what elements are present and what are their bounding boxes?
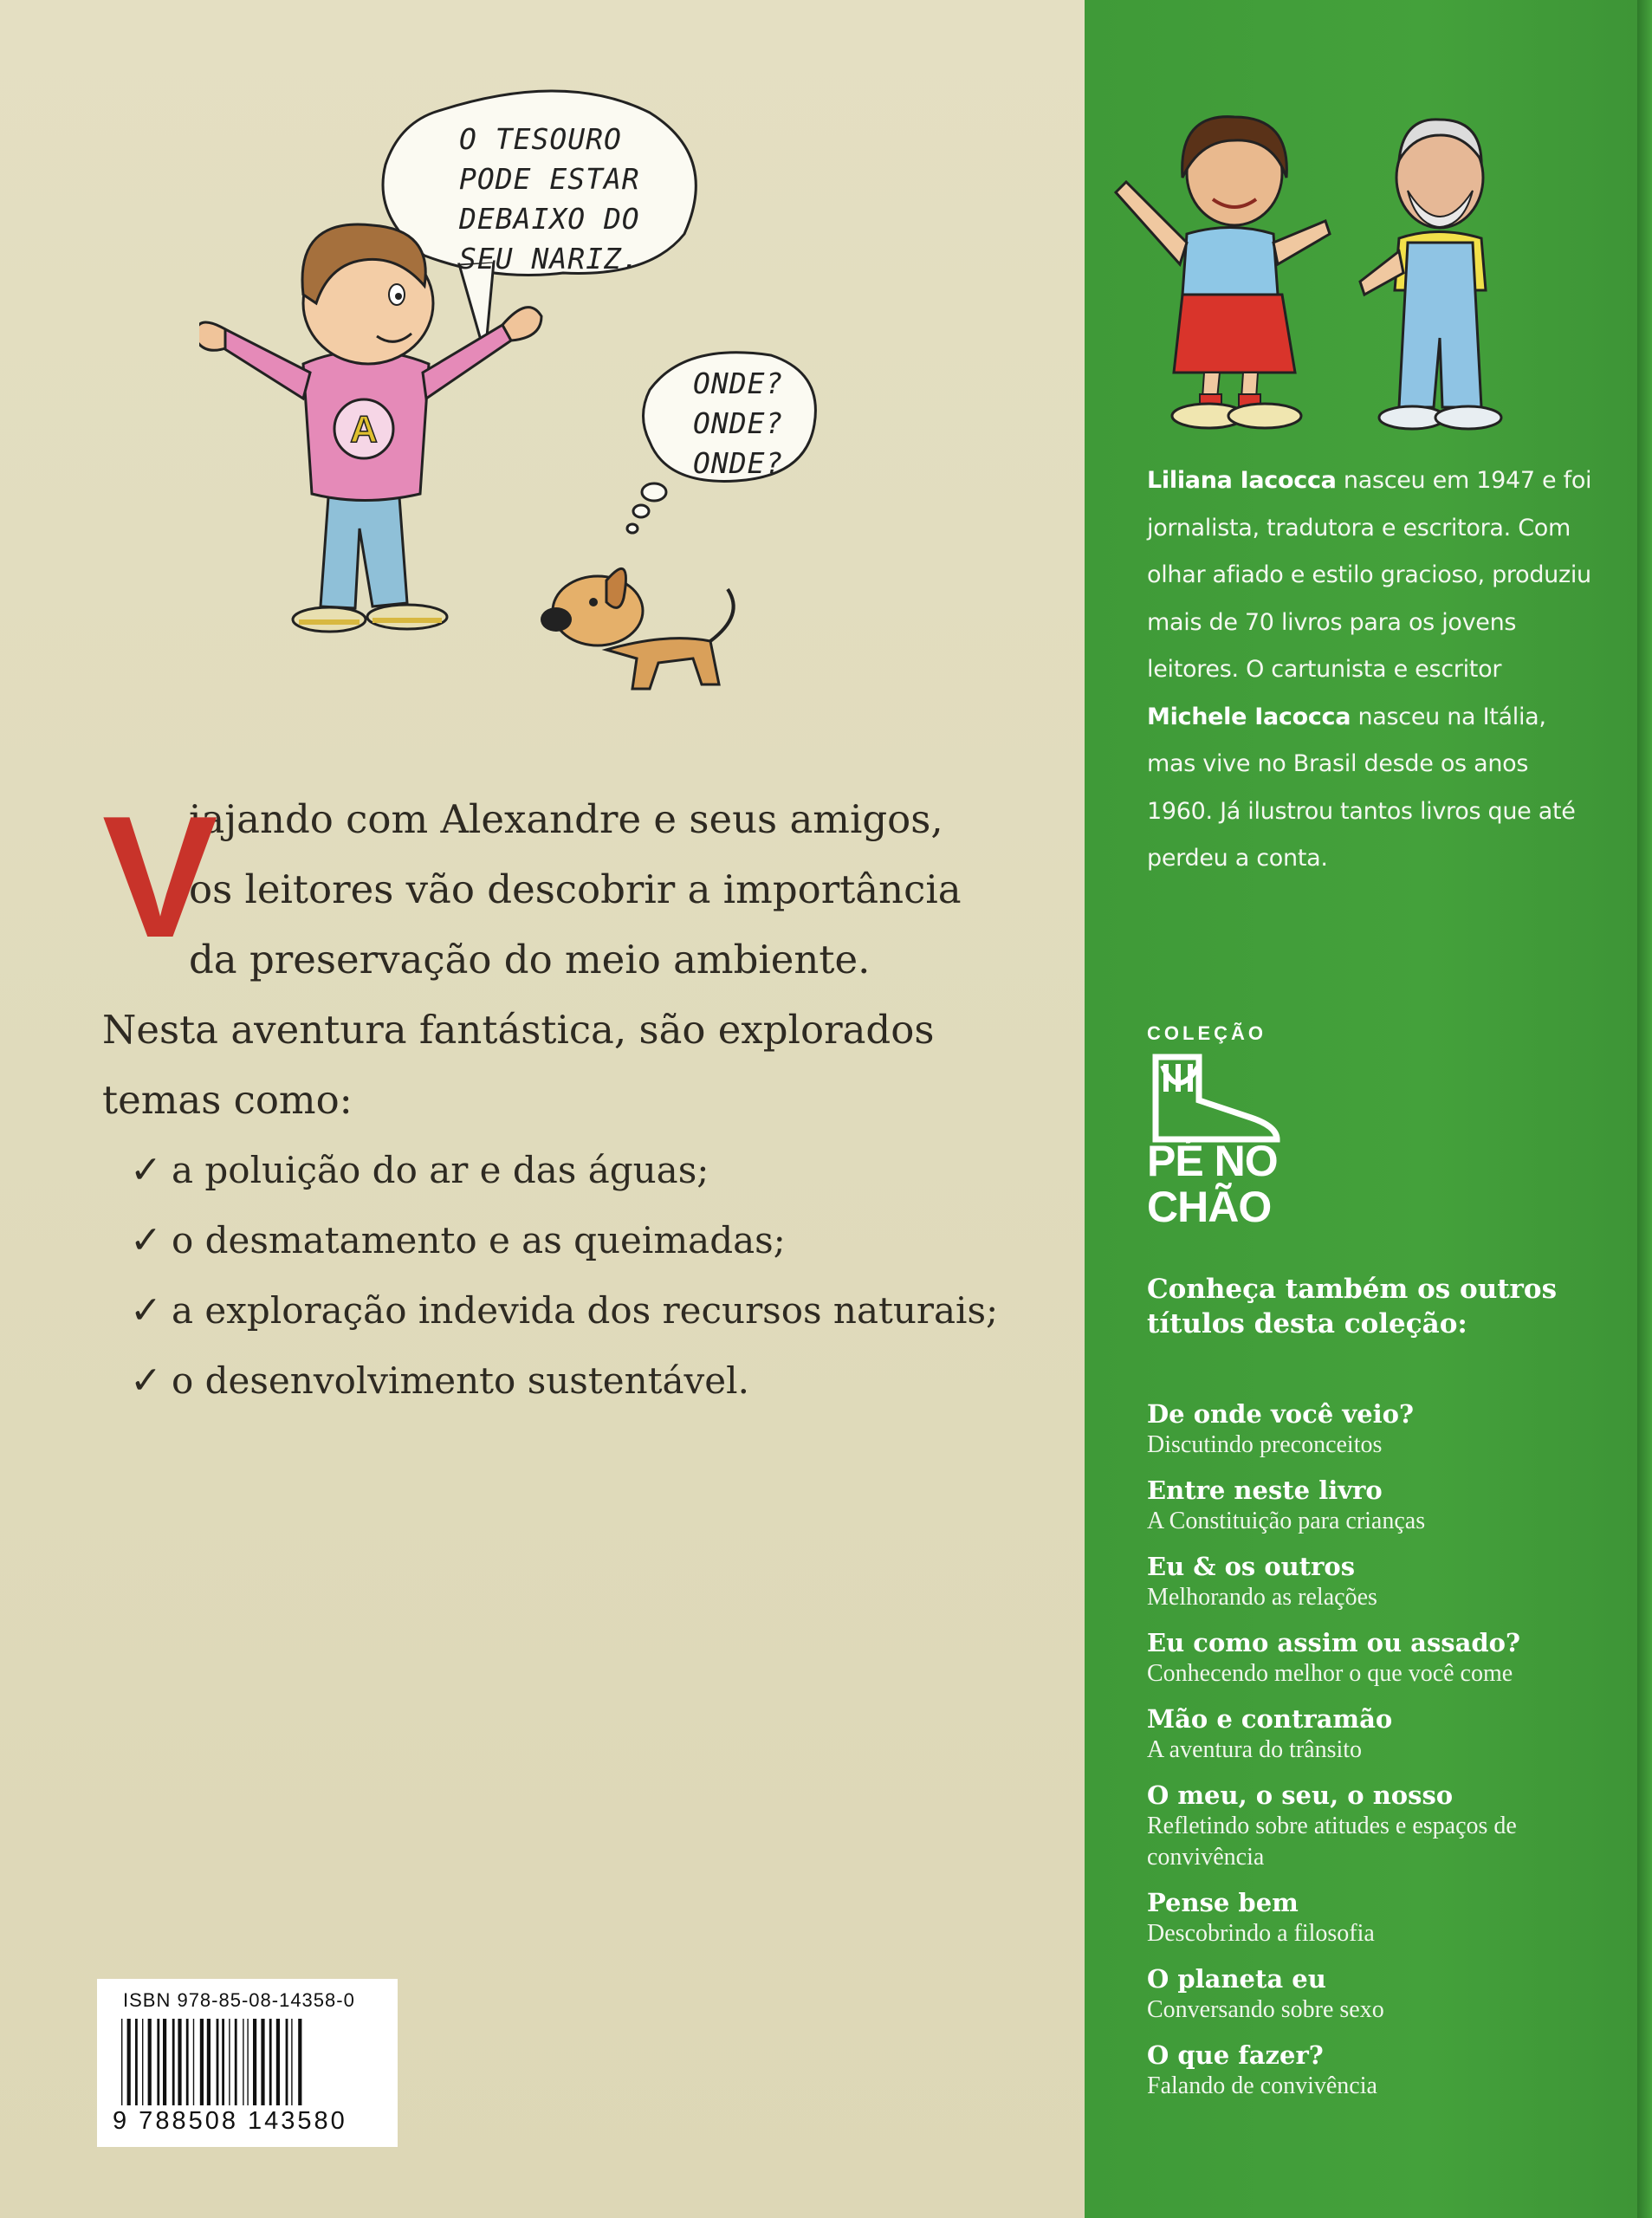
authors-caricature bbox=[1100, 78, 1533, 442]
book-title: De onde você veio? bbox=[1147, 1399, 1414, 1429]
spine-edge bbox=[1637, 0, 1652, 2218]
logo-line2: CHÃO bbox=[1147, 1183, 1272, 1231]
book-subtitle: Refletindo sobre atitudes e espaços de convivência bbox=[1147, 1813, 1517, 1871]
author-name: Michele Iacocca bbox=[1147, 703, 1351, 730]
collection-logo bbox=[1147, 1022, 1303, 1248]
topic-text: o desenvolvimento sustentável. bbox=[172, 1359, 749, 1402]
titles-list bbox=[1147, 1398, 1632, 2116]
check-icon: ✓ bbox=[130, 1148, 162, 1192]
book-subtitle: Falando de convivência bbox=[1147, 2072, 1377, 2099]
shirt-letter: A bbox=[350, 408, 378, 451]
list-item bbox=[130, 1205, 998, 1275]
book-title: Eu & os outros bbox=[1147, 1552, 1356, 1581]
check-icon: ✓ bbox=[130, 1359, 162, 1403]
topic-text: a poluição do ar e das águas; bbox=[172, 1149, 709, 1191]
authors-bio bbox=[1147, 457, 1597, 883]
list-item bbox=[1147, 1627, 1632, 1689]
topic-text: o desmatamento e as queimadas; bbox=[172, 1219, 786, 1261]
intro-paragraph bbox=[102, 781, 962, 1135]
book-title: O meu, o seu, o nosso bbox=[1147, 1780, 1454, 1810]
topic-text: a exploração indevida dos recursos naturais; bbox=[172, 1289, 999, 1332]
check-icon: ✓ bbox=[130, 1218, 162, 1262]
book-title: Entre neste livro bbox=[1147, 1475, 1383, 1505]
book-subtitle: Melhorando as relações bbox=[1147, 1584, 1377, 1611]
boy-speech-text: O TESOURO PODE ESTAR DEBAIXO DO SEU NARIZ. bbox=[459, 122, 640, 276]
book-title: Pense bem bbox=[1147, 1888, 1299, 1917]
book-title: Eu como assim ou assado? bbox=[1147, 1628, 1521, 1657]
book-subtitle: A aventura do trânsito bbox=[1147, 1736, 1363, 1763]
list-item bbox=[1147, 1398, 1632, 1461]
book-title: O planeta eu bbox=[1147, 1964, 1326, 1994]
book-subtitle: Conhecendo melhor o que você come bbox=[1147, 1660, 1513, 1687]
logo-line1: PÉ NO bbox=[1147, 1137, 1278, 1185]
barcode-digits: 9 788508 143580 bbox=[113, 2107, 347, 2135]
barcode-icon bbox=[121, 2019, 373, 2105]
intro-line: iajando com Alexandre e seus amigos, bbox=[189, 796, 943, 842]
woman-figure bbox=[1116, 117, 1330, 428]
book-title: O que fazer? bbox=[1147, 2040, 1324, 2070]
bio-text: nasceu em 1947 e foi jornalista, tradutora e escritora. Com olhar afiado e estilo gracioso, produziu mais de 70 livros para os jovens leitores. O cartunista e escritor bbox=[1147, 467, 1592, 683]
boot-icon bbox=[1147, 1048, 1286, 1144]
list-item bbox=[1147, 1963, 1632, 2026]
topics-list bbox=[130, 1135, 998, 1416]
intro-line: os leitores vão descobrir a importância bbox=[189, 866, 962, 912]
book-subtitle: Conversando sobre sexo bbox=[1147, 1996, 1384, 2023]
intro-line: temas como: bbox=[102, 1077, 353, 1123]
also-heading: Conheça também os outros títulos desta coleção: bbox=[1147, 1274, 1558, 1339]
bio-text: nasceu na Itália, mas vive no Brasil desde os anos 1960. Já ilustrou tantos livros que até perdeu a conta. bbox=[1147, 703, 1576, 872]
dog-thought-text: ONDE? ONDE? ONDE? bbox=[693, 366, 784, 480]
isbn-barcode bbox=[97, 1979, 398, 2147]
list-item bbox=[1147, 2040, 1632, 2102]
dog-figure bbox=[541, 568, 734, 689]
logo-label: COLEÇÃO bbox=[1147, 1022, 1267, 1044]
drop-cap: V bbox=[102, 781, 218, 974]
author-name: Liliana Iacocca bbox=[1147, 467, 1337, 494]
book-title: Mão e contramão bbox=[1147, 1704, 1393, 1734]
list-item bbox=[1147, 1475, 1632, 1537]
list-item bbox=[130, 1275, 998, 1346]
check-icon: ✓ bbox=[130, 1288, 162, 1333]
list-item bbox=[130, 1135, 998, 1205]
book-subtitle: Discutindo preconceitos bbox=[1147, 1431, 1383, 1458]
intro-line: da preservação do meio ambiente. bbox=[189, 937, 871, 983]
intro-line: Nesta aventura fantástica, são explorados bbox=[102, 1007, 935, 1053]
list-item bbox=[1147, 1780, 1632, 1873]
man-figure bbox=[1360, 120, 1501, 429]
list-item bbox=[1147, 1887, 1632, 1949]
list-item bbox=[1147, 1551, 1632, 1613]
book-subtitle: Descobrindo a filosofia bbox=[1147, 1920, 1375, 1947]
list-item bbox=[130, 1346, 998, 1416]
list-item bbox=[1147, 1703, 1632, 1766]
isbn-label: ISBN 978-85-08-14358-0 bbox=[123, 1989, 355, 2011]
book-subtitle: A Constituição para crianças bbox=[1147, 1508, 1426, 1534]
